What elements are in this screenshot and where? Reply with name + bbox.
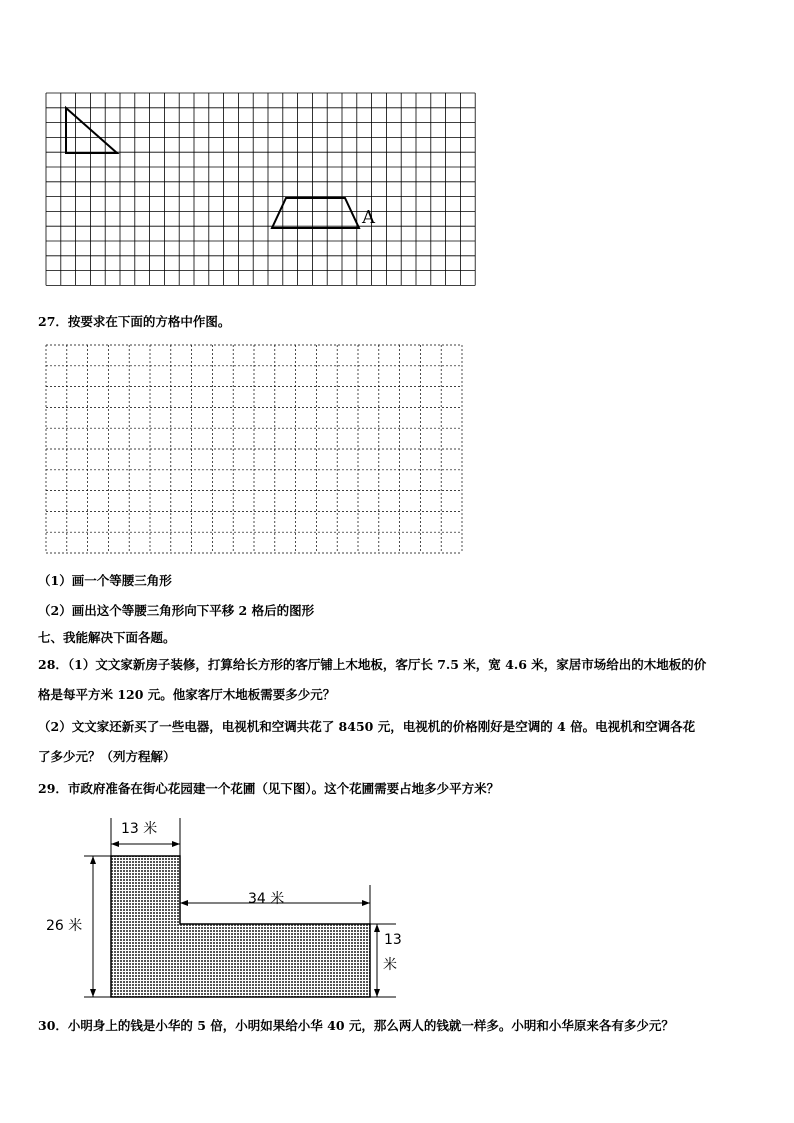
- garden-l-shape: [111, 856, 370, 997]
- label-top-width: 13 米: [121, 821, 158, 837]
- question-30-prompt: 30．小明身上的钱是小华的 5 倍，小明如果给小华 40 元，那么两人的钱就一样多。小明和小华原来各有多少元？: [38, 1018, 674, 1033]
- label-right-height-unit: 米: [383, 957, 397, 973]
- right-triangle-shape: [66, 108, 117, 153]
- question-28-part2-line2: 了多少元？（列方程解）: [38, 749, 176, 764]
- dotted-grid-2: [0, 330, 794, 560]
- question-27-sub1: （1）画一个等腰三角形: [38, 573, 172, 588]
- question-27-sub2: （2）画出这个等腰三角形向下平移 2 格后的图形: [38, 603, 315, 618]
- point-a-label: A: [362, 207, 375, 228]
- garden-figure: [0, 810, 794, 1010]
- label-mid-width: 34 米: [248, 891, 285, 907]
- label-right-height-num: 13: [384, 932, 402, 948]
- trapezoid-shape: [272, 198, 359, 228]
- question-29-prompt: 29．市政府准备在街心花园建一个花圃（见下图）。这个花圃需要占地多少平方米？: [38, 781, 500, 796]
- question-28-part1-line2: 格是每平方米 120 元。他家客厅木地板需要多少元？: [38, 687, 336, 702]
- question-27-prompt: 27．按要求在下面的方格中作图。: [38, 314, 231, 329]
- grid-figure-1: [0, 0, 794, 300]
- section-7-heading: 七、我能解决下面各题。: [38, 630, 176, 645]
- label-left-height: 26 米: [46, 918, 83, 934]
- question-28-part2-line1: （2）文文家还新买了一些电器，电视机和空调共花了 8450 元，电视机的价格刚好是空调的 4 倍。电视机和空调各花: [38, 719, 696, 734]
- question-28-part1-line1: 28．（1）文文家新房子装修，打算给长方形的客厅铺上木地板，客厅长 7.5 米，宽 4.6 米，家居市场给出的木地板的价: [38, 657, 707, 672]
